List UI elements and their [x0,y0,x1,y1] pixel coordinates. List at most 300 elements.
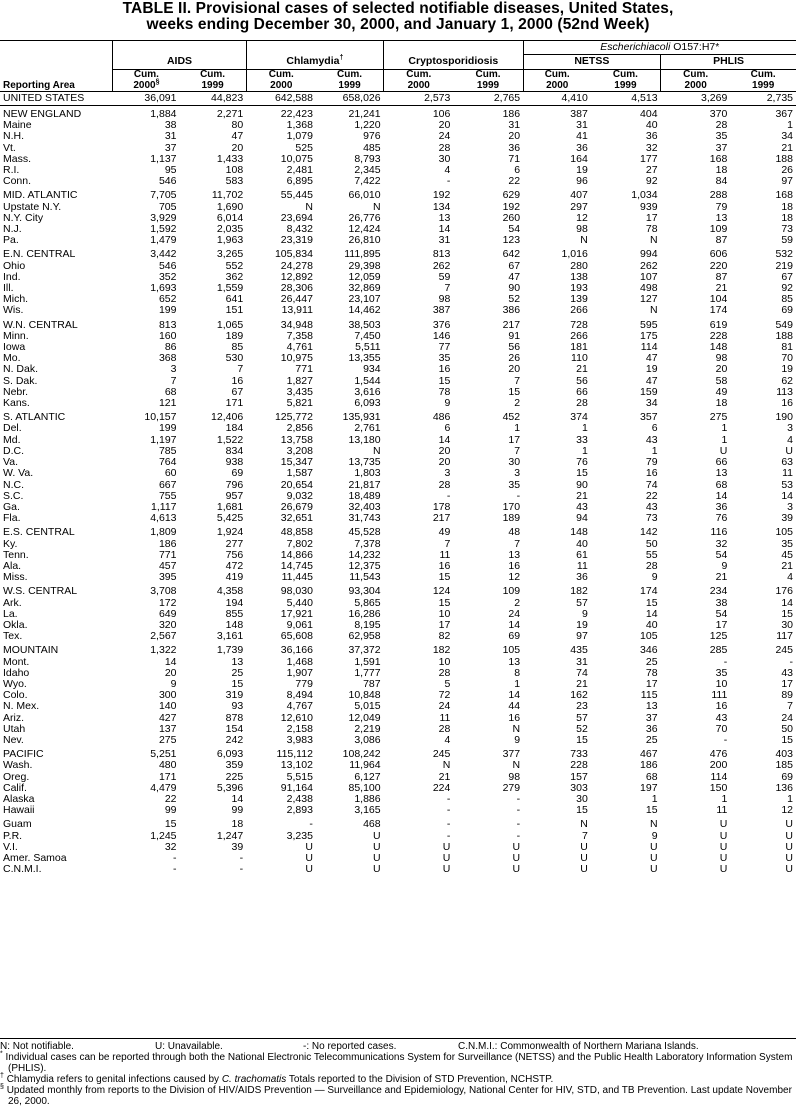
cell-netss-1999: 159 [640,385,658,398]
cell-aids-1999: 16 [231,374,244,387]
cell-chlamydia-1999: 11,964 [349,759,381,772]
cell-aids-2000: 32 [164,840,177,853]
cell-netss-1999: 47 [645,374,658,387]
cell-phlis-1999: 70 [781,352,793,365]
cell-netss-2000: 228 [570,759,588,772]
cell-aids-2000: 771 [158,548,177,561]
cell-chlamydia-1999: 23,107 [348,293,381,306]
reporting-area-cell: Okla. [3,618,28,631]
reporting-area-cell: Tex. [3,630,23,643]
cell-crypto-2000: 178 [432,500,451,513]
cell-netss-1999: 115 [640,689,658,702]
table-row [0,760,796,771]
cell-chlamydia-2000: 1,587 [286,467,313,480]
table-row [0,92,796,106]
cell-aids-1999: - [239,863,244,876]
cell-netss-2000: 90 [576,478,588,491]
cell-crypto-2000: 146 [432,329,451,342]
cell-crypto-1999: 189 [502,512,521,525]
cell-netss-2000: 76 [576,456,588,469]
cell-chlamydia-2000: 2,893 [286,804,313,817]
cell-aids-2000: 1,884 [150,108,177,120]
cell-crypto-2000: 24 [438,130,451,143]
cell-phlis-1999: 113 [776,385,793,398]
table-row [0,176,796,187]
cell-chlamydia-1999: 13,180 [348,433,381,446]
cell-chlamydia-2000: 125,772 [274,411,313,424]
reporting-area-cell: Vt. [3,141,16,154]
table-row [0,213,796,224]
legend-no-cases: -: No reported cases. [303,1041,397,1052]
cell-netss-1999: 22 [645,489,658,502]
cell-crypto-1999: 30 [508,456,521,469]
cell-aids-2000: 1,322 [150,644,177,657]
reporting-area-cell: Wis. [3,304,24,317]
cell-phlis-2000: 87 [715,234,728,247]
cell-aids-2000: 300 [158,689,177,702]
cell-phlis-2000: 109 [709,223,728,236]
netss-label: NETSS [574,55,610,68]
cell-aids-2000: 140 [158,700,177,713]
cell-crypto-2000: 28 [438,478,451,491]
cell-crypto-1999: 386 [502,304,521,317]
cell-crypto-2000: 11 [439,548,451,561]
cell-crypto-1999: 7 [514,444,521,457]
cell-crypto-1999: 279 [502,781,521,794]
cell-chlamydia-2000: 28,306 [280,282,313,295]
cell-netss-1999: 1,034 [631,189,658,202]
cell-phlis-2000: 200 [709,759,728,772]
cell-crypto-2000: 77 [438,341,451,354]
reporting-area-cell: Calif. [3,781,27,794]
cell-crypto-1999: 642 [502,248,521,261]
cell-crypto-2000: 10 [438,607,451,620]
reporting-area-cell: N.Y. City [3,211,44,224]
cell-netss-2000: 162 [570,689,588,702]
cell-aids-2000: 395 [158,571,177,584]
cell-phlis-1999: U [785,818,793,831]
table-row [0,342,796,353]
cell-aids-1999: 1,739 [216,644,244,657]
cell-chlamydia-2000: 115,112 [276,748,313,761]
cell-crypto-2000: 245 [432,748,451,761]
reporting-area-cell: Kans. [3,397,30,410]
cell-crypto-1999: 629 [502,189,521,202]
cell-netss-2000: 66 [576,385,588,398]
cell-aids-1999: 194 [225,596,244,609]
cell-chlamydia-1999: 111,895 [344,248,381,261]
cell-crypto-2000: 15 [438,596,451,609]
table-row [0,202,796,213]
cell-phlis-1999: 18 [781,211,793,224]
cell-netss-2000: 139 [570,293,588,306]
cell-aids-2000: 352 [158,270,177,283]
cell-crypto-1999: - [516,489,521,502]
cell-netss-2000: 387 [570,108,588,120]
reporting-area-cell: Ohio [3,259,26,272]
cell-phlis-2000: 49 [715,385,728,398]
table-row [0,642,796,656]
reporting-area-cell: N.H. [3,130,24,143]
legend-cnmi: C.N.M.I.: Commonwealth of Northern Mariana Islands. [458,1041,699,1052]
cell-chlamydia-2000: 14,866 [280,548,313,561]
cell-chlamydia-2000: U [305,852,313,864]
cell-phlis-2000: 66 [715,456,728,469]
cell-phlis-1999: 59 [781,234,793,247]
cell-chlamydia-1999: 12,424 [348,223,381,236]
cell-phlis-2000: 20 [715,363,728,376]
cell-netss-1999: 43 [645,433,658,446]
cell-netss-2000: 19 [576,618,588,631]
cell-netss-2000: 148 [570,526,588,539]
reporting-area-cell: S.C. [3,489,24,502]
cell-netss-1999: 404 [640,108,658,120]
cell-netss-1999: 34 [645,397,658,410]
reporting-area-cell: Guam [3,818,32,831]
reporting-area-cell: Idaho [3,666,30,679]
table-row [0,353,796,364]
cell-crypto-1999: 67 [508,259,521,272]
cell-chlamydia-2000: 20,654 [280,478,313,491]
cell-chlamydia-1999: 12,049 [348,711,381,724]
table-row [0,435,796,446]
cell-chlamydia-1999: 7,450 [354,329,381,342]
table-row [0,376,796,387]
cell-crypto-1999: 186 [502,108,521,120]
cell-chlamydia-2000: 3,208 [286,444,313,457]
cell-phlis-1999: 16 [781,397,793,410]
cell-aids-1999: 12,406 [211,411,244,424]
cell-crypto-2000: 21 [438,770,451,783]
cell-chlamydia-1999: U [373,863,381,876]
cell-crypto-2000: - [446,829,451,842]
cell-netss-1999: 43 [645,500,658,513]
cell-phlis-1999: 7 [787,700,793,713]
cell-phlis-2000: 38 [715,596,728,609]
reporting-area-cell: R.I. [3,164,20,177]
cell-crypto-1999: 36 [508,141,521,154]
cell-aids-1999: 1,522 [216,433,244,446]
reporting-area-cell: Del. [3,422,22,435]
cell-aids-2000: 171 [158,770,177,783]
table-row [0,620,796,631]
cell-phlis-2000: 17 [715,618,728,631]
cell-crypto-2000: 106 [432,108,451,120]
cell-netss-1999: 105 [640,630,658,643]
cell-crypto-2000: 15 [438,571,451,584]
cell-netss-1999: 939 [640,200,658,213]
cell-aids-1999: 2,271 [216,108,244,120]
title-line-2: weeks ending December 30, 2000, and January 1, 2000 (52nd Week) [146,16,650,33]
cell-crypto-2000: 30 [438,152,451,165]
cell-crypto-2000: 182 [432,644,451,657]
table-row [0,468,796,479]
cell-crypto-1999: 452 [502,411,521,424]
cell-crypto-1999: 24 [508,607,521,620]
cell-chlamydia-1999: 5,015 [354,700,381,713]
cell-aids-2000: 99 [164,804,177,817]
cell-aids-1999: 67 [231,385,244,398]
cell-crypto-1999: N [512,722,521,735]
cell-chlamydia-1999: 12,375 [348,559,381,572]
cell-crypto-2000: 24 [438,700,451,713]
cell-netss-2000: 28 [576,397,588,410]
reporting-area-cell: Wash. [3,759,33,772]
cell-phlis-1999: 69 [781,770,793,783]
cell-netss-1999: 1 [651,792,658,805]
cell-aids-2000: 1,197 [150,433,177,446]
cell-netss-1999: 73 [645,512,658,525]
reporting-area-cell: Mich. [3,293,29,306]
table-row [0,294,796,305]
cell-chlamydia-1999: 26,810 [348,234,381,247]
cell-aids-1999: 1,963 [216,234,244,247]
cell-chlamydia-1999: U [373,840,381,853]
cell-netss-2000: 138 [570,270,588,283]
cell-netss-1999: 68 [645,770,658,783]
cell-crypto-2000: 7 [444,537,451,550]
cell-aids-2000: - [173,852,177,864]
cell-netss-2000: U [580,852,588,864]
table-row [0,831,796,842]
cell-phlis-2000: 98 [715,352,728,365]
cell-netss-2000: 43 [576,500,588,513]
header-spacer [0,41,113,55]
cell-chlamydia-2000: 23,694 [280,211,313,224]
cell-phlis-1999: 12 [781,804,793,817]
cell-chlamydia-2000: 4,761 [286,341,313,354]
cell-aids-2000: 36,091 [113,92,180,106]
cell-netss-1999: 346 [640,644,658,657]
cell-phlis-2000: 111 [711,689,728,702]
cell-netss-1999: 40 [645,618,658,631]
cell-aids-1999: 13 [231,655,244,668]
cell-phlis-2000: 76 [715,512,728,525]
cell-netss-1999: 79 [645,456,658,469]
cell-crypto-2000: 4 [444,733,451,746]
cell-phlis-1999: 63 [781,456,793,469]
cell-crypto-2000: 262 [432,259,451,272]
cell-netss-1999: 595 [640,318,658,331]
cell-phlis-2000: 104 [709,293,728,306]
cell-aids-1999: 756 [225,548,244,561]
cell-crypto-2000: 72 [438,689,451,702]
cell-chlamydia-1999: 2,761 [354,422,381,435]
reporting-area-cell: Utah [3,722,26,735]
cell-netss-1999: 9 [651,829,658,842]
cell-crypto-1999: U [512,840,521,853]
cell-crypto-2000: 14 [438,433,451,446]
cell-aids-1999: 2,035 [216,223,244,236]
cell-chlamydia-1999: 13,355 [348,352,381,365]
cell-chlamydia-1999: 8,195 [354,618,381,631]
cell-phlis-2000: 168 [709,152,728,165]
cell-aids-2000: 1,592 [150,223,177,236]
table-row [0,409,796,423]
cell-phlis-2000: 43 [715,711,728,724]
header-cryptosporidiosis [384,55,524,70]
cell-chlamydia-2000: 3,435 [286,385,313,398]
cell-netss-2000: U [580,840,588,853]
cell-netss-1999: 177 [640,152,658,165]
cell-phlis-2000: 13 [715,467,728,480]
cell-netss-1999: 6 [651,422,658,435]
cell-chlamydia-2000: 10,975 [280,352,313,365]
cell-chlamydia-2000: 771 [295,363,313,376]
reporting-area-cell: MOUNTAIN [3,644,59,657]
cell-crypto-2000: 20 [438,444,451,457]
cell-phlis-1999: 35 [781,537,793,550]
cell-aids-2000: 546 [158,175,177,188]
cell-netss-2000: 435 [570,644,588,657]
table-row [0,783,796,794]
cell-phlis-2000: 275 [709,411,728,424]
cell-crypto-2000: 35 [438,352,451,365]
table-row [0,120,796,131]
cell-crypto-2000: 7 [444,282,451,295]
cell-aids-1999: 552 [225,259,244,272]
cell-crypto-1999: 192 [502,200,521,213]
cell-phlis-2000: 9 [721,559,728,572]
cell-chlamydia-1999: 2,219 [354,722,381,735]
cell-netss-2000: 733 [570,748,588,761]
legend-not-notifiable: N: Not notifiable. [0,1041,74,1052]
reporting-area-cell: Oreg. [3,770,30,783]
cell-phlis-1999: 245 [775,644,793,657]
cell-chlamydia-1999: U [373,829,381,842]
table-row [0,561,796,572]
table-title [0,0,796,33]
cell-netss-1999: U [649,840,658,853]
cell-chlamydia-2000: 36,166 [280,644,313,657]
reporting-area-cell: Wyo. [3,677,27,690]
cell-crypto-1999: 105 [502,644,521,657]
cell-netss-2000: 40 [576,537,588,550]
cell-phlis-2000: 174 [709,304,728,317]
reporting-area-cell: PACIFIC [3,748,44,761]
cell-netss-2000: 97 [576,630,588,643]
cell-phlis-2000: 114 [710,770,728,783]
cell-chlamydia-2000: 1,907 [286,666,313,679]
cell-phlis-1999: 15 [781,607,793,620]
table-row [0,816,796,830]
cell-chlamydia-2000: 17,921 [280,607,313,620]
cell-netss-2000: 1 [581,422,588,435]
cell-phlis-1999: 532 [775,248,793,261]
header-phlis-1999: Cum. 1999 [750,69,776,91]
cell-aids-1999: 472 [225,559,244,572]
cell-crypto-2000: 14 [438,223,451,236]
footnotes [0,1038,796,1107]
cell-netss-2000: 41 [576,130,588,143]
cell-aids-2000: 60 [164,467,177,480]
table-row [0,572,796,583]
cell-crypto-2000: - [446,804,451,817]
table-row [0,491,796,502]
cell-phlis-1999: 89 [781,689,793,702]
cell-phlis-2000: 3,269 [661,92,731,106]
cell-netss-2000: 56 [576,374,588,387]
header-aids-1999: Cum. 1999 [200,69,226,91]
cell-netss-2000: 36 [576,141,588,154]
cell-crypto-1999: 26 [508,352,521,365]
table-row [0,772,796,783]
cell-crypto-1999: 16 [508,559,521,572]
cell-chlamydia-1999: 135,931 [342,411,381,424]
cell-chlamydia-2000: 12,892 [280,270,313,283]
cell-netss-1999: 197 [640,781,658,794]
table-row [0,583,796,597]
reporting-area-cell: Pa. [3,234,19,247]
reporting-area-cell: Maine [3,119,32,132]
cell-aids-2000: 95 [164,164,177,177]
cell-phlis-1999: 2,735 [730,92,796,106]
cell-phlis-1999: 219 [775,259,793,272]
cell-aids-2000: 1,137 [150,152,177,165]
cell-phlis-2000: 54 [715,548,728,561]
reporting-area-cell: Ga. [3,500,20,513]
reporting-area-cell: V.I. [3,840,18,853]
cell-chlamydia-1999: 658,026 [316,92,384,106]
cell-chlamydia-2000: 4,767 [286,700,313,713]
cell-aids-2000: 86 [164,341,177,354]
cell-chlamydia-1999: 2,345 [354,164,381,177]
cell-crypto-2000: 11 [439,711,451,724]
cell-netss-1999: 14 [645,607,658,620]
legend-row [0,1041,796,1052]
table-row [0,317,796,331]
cell-phlis-1999: U [785,829,793,842]
cell-chlamydia-2000: 14,745 [280,559,313,572]
cell-phlis-1999: 176 [775,585,793,598]
cell-crypto-1999: - [516,792,521,805]
cell-netss-1999: 357 [640,411,658,424]
cell-chlamydia-2000: 65,608 [280,630,313,643]
cell-crypto-1999: 109 [502,585,521,598]
cell-crypto-1999: 54 [508,223,521,236]
cell-aids-1999: 6,093 [216,748,244,761]
cell-crypto-2000: 3 [444,467,451,480]
cell-netss-1999: N [649,304,658,317]
cell-chlamydia-1999: 7,378 [354,537,381,550]
cell-chlamydia-2000: 34,948 [280,318,313,331]
cell-netss-2000: 31 [576,119,588,132]
cell-crypto-2000: 20 [438,119,451,132]
cell-aids-2000: 7 [170,374,177,387]
reporting-area-cell: Nev. [3,733,24,746]
cell-phlis-1999: 53 [781,478,793,491]
reporting-area-cell: Ind. [3,270,21,283]
reporting-area-cell: N.J. [3,223,22,236]
cell-netss-2000: N [580,234,588,247]
cell-chlamydia-2000: 2,158 [286,722,313,735]
cell-crypto-2000: - [446,818,451,831]
cell-crypto-2000: N [442,759,451,772]
cell-netss-2000: 21 [576,489,588,502]
reporting-area-cell: D.C. [3,444,24,457]
cell-chlamydia-1999: 8,793 [354,152,381,165]
cell-aids-1999: 1,924 [216,526,244,539]
cell-aids-1999: 1,247 [216,829,244,842]
cell-netss-2000: 57 [576,711,588,724]
reporting-area-cell: UNITED STATES [0,92,113,106]
cell-aids-2000: 3,708 [150,585,177,598]
cell-crypto-2000: 16 [438,363,451,376]
cell-aids-2000: 457 [158,559,177,572]
cell-chlamydia-1999: 14,462 [348,304,381,317]
cell-crypto-1999: 90 [508,282,521,295]
cell-phlis-1999: 24 [781,711,793,724]
